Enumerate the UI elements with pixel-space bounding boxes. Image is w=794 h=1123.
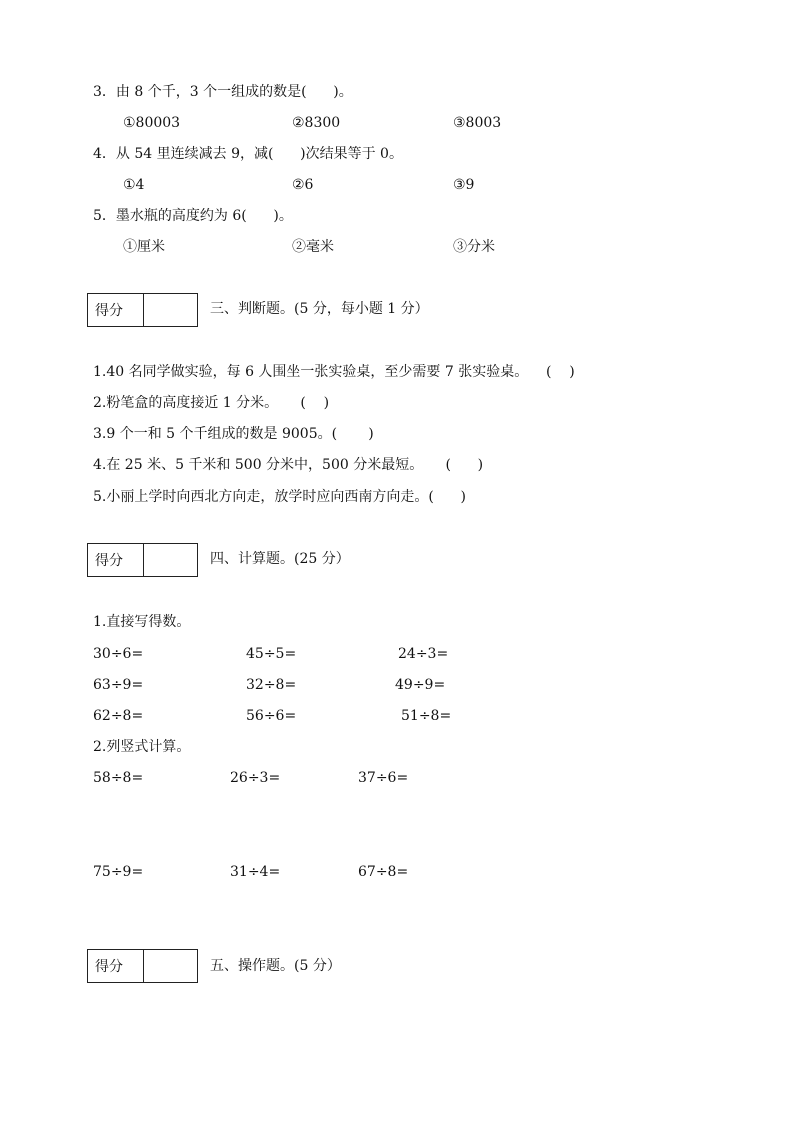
vertical-calc-item: 26÷3= (230, 770, 281, 786)
direct-calc-item: 51÷8= (401, 708, 452, 724)
score-label: 得分 (88, 950, 144, 982)
section-3-title: 三、判断题。(5 分，每小题 1 分） (210, 301, 429, 317)
vertical-calc-item: 67÷8= (358, 864, 409, 880)
question-4-option-3: ③9 (453, 177, 475, 193)
question-3-stem: 3．由 8 个千，3 个一组成的数是( )。 (93, 84, 353, 100)
question-5-option-3: ③分米 (453, 239, 495, 255)
score-box-section-3 (87, 293, 198, 327)
judge-item-2: 2.粉笔盒的高度接近 1 分米。 ( ) (93, 395, 330, 411)
vertical-calc-item: 75÷9= (93, 864, 144, 880)
question-4-option-2: ②6 (292, 177, 314, 193)
judge-item-4: 4.在 25 米、5 千米和 500 分米中，500 分米最短。 ( ) (93, 457, 484, 473)
vertical-calc-item: 31÷4= (230, 864, 281, 880)
score-box-section-5 (87, 949, 198, 983)
direct-calc-item: 62÷8= (93, 708, 144, 724)
question-4-stem: 4．从 54 里连续减去 9，减( )次结果等于 0。 (93, 146, 403, 162)
question-3-option-2: ②8300 (292, 115, 341, 131)
judge-item-3: 3.9 个一和 5 个千组成的数是 9005。( ) (93, 426, 374, 442)
direct-calc-item: 63÷9= (93, 677, 144, 693)
question-5-option-2: ②毫米 (292, 239, 334, 255)
score-blank[interactable] (144, 950, 197, 982)
section-4-title: 四、计算题。(25 分） (210, 551, 350, 567)
direct-calc-item: 24÷3= (398, 646, 449, 662)
score-blank[interactable] (144, 544, 197, 576)
direct-calc-item: 56÷6= (246, 708, 297, 724)
direct-calc-item: 45÷5= (246, 646, 297, 662)
question-3-option-3: ③8003 (453, 115, 502, 131)
question-5-stem: 5．墨水瓶的高度约为 6( )。 (93, 208, 293, 224)
judge-item-1: 1.40 名同学做实验，每 6 人围坐一张实验桌，至少需要 7 张实验桌。 ( ) (93, 364, 575, 380)
direct-calc-item: 49÷9= (395, 677, 446, 693)
vertical-calc-item: 58÷8= (93, 770, 144, 786)
vertical-calc-item: 37÷6= (358, 770, 409, 786)
score-label: 得分 (88, 294, 144, 326)
score-blank[interactable] (144, 294, 197, 326)
calc-sub2-title: 2.列竖式计算。 (93, 739, 191, 755)
question-3-option-1: ①80003 (123, 115, 181, 131)
direct-calc-item: 30÷6= (93, 646, 144, 662)
judge-item-5: 5.小丽上学时向西北方向走，放学时应向西南方向走。( ) (93, 489, 466, 505)
score-box-section-4 (87, 543, 198, 577)
calc-sub1-title: 1.直接写得数。 (93, 614, 191, 630)
question-4-option-1: ①4 (123, 177, 145, 193)
direct-calc-item: 32÷8= (246, 677, 297, 693)
question-5-option-1: ①厘米 (123, 239, 165, 255)
score-label: 得分 (88, 544, 144, 576)
section-5-title: 五、操作题。(5 分） (210, 958, 341, 974)
